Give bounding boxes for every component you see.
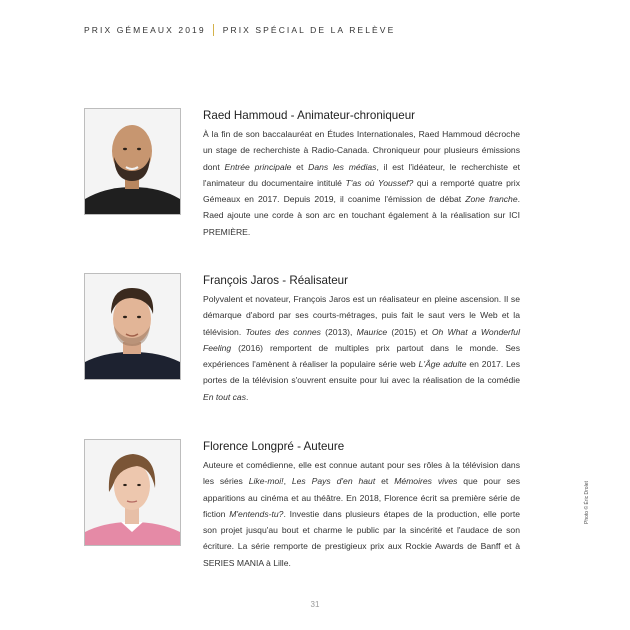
portrait-raed [85,109,180,214]
portrait-photo [84,108,181,215]
portrait-photo [84,273,181,380]
work-title: Dans les médias [308,161,377,172]
work-title: Entrée principale [224,161,292,172]
laureate-bio [203,126,520,240]
header-separator [213,24,214,36]
laureate-bio [203,291,520,405]
portrait-florence [85,440,180,545]
work-title: Like-moi! [248,476,284,487]
bio-text: qui a remporté quatre prix Gémeaux en 2017. Depuis 2019, il coanime l'émission de débat [203,177,520,205]
work-title: T'as où Youssef? [345,177,414,188]
work-title: Mémoires vives [394,476,458,487]
bio-text: et [291,161,309,172]
laureate-bio [203,457,520,571]
laureate-name: Florence Longpré - Auteure [203,440,345,453]
bio-text: en 2017. Les portes de la télévision s'ouvrent ensuite pour lui avec la réalisation de la comédie [203,359,521,386]
bio-text: que pour ses apparitions au cinéma et au théâtre. En 2018, Florence écrit sa première série de fiction [203,476,521,519]
header-category: PRIX SPÉCIAL DE LA RELÈVE [222,25,396,35]
work-title: Les Pays d'en haut [291,476,376,487]
work-title: Maurice [356,326,388,337]
bio-text: (2016) remportent de multiples prix partout dans le monde. Ses expériences l'amènent à réaliser la populaire série web [203,342,520,370]
bio-text: et [375,476,395,487]
work-title: Oh What a Wonderful Feeling [203,326,520,353]
work-title: En tout cas [203,391,246,402]
bio-text: Polyvalent et novateur, François Jaros est un réalisateur en pleine ascension. Il se démarque d'abord par ses courts-métrages, puis fait le saut vers le Web et la télévision. [203,294,520,337]
page-header [84,24,395,36]
bio-text: . Raed ajoute une corde à son arc en touchant également à la réalisation sur ICI PREMIÈRE. [203,194,521,237]
photo-credit: Photo © Éric Drolet [584,481,590,524]
bio-text: . Investie dans plusieurs étapes de la production, elle porte son projet jusqu'au bout et charme le public par la sincérité et l'audace de son écriture. La série remporte de prestigieux prix aux Rockie Awards de Banff et à SERIES MANIA à Lille. [203,508,520,568]
work-title: Zone franche [465,194,518,205]
bio-text: Auteure et comédienne, elle est connue autant pour ses rôles à la télévision dans les séries [203,460,520,487]
portrait-francois [85,274,180,379]
portrait-photo [84,439,181,546]
work-title: Toutes des connes [245,326,321,337]
page-number: 31 [310,600,320,609]
laureate-name: Raed Hammoud - Animateur-chroniqueur [203,109,416,122]
bio-text: , [283,476,292,487]
work-title: M'entends-tu? [229,508,284,519]
work-title: L'Âge adulte [418,359,467,370]
bio-text: (2015) et [387,326,432,337]
bio-text: . [246,391,249,402]
laureate-name: François Jaros - Réalisateur [203,274,348,287]
bio-text: (2013), [320,326,357,337]
header-event: PRIX GÉMEAUX 2019 [84,25,206,35]
bio-text: À la fin de son baccalauréat en Études Internationales, Raed Hammoud décroche un stage de recherchiste à Radio-Canada. Chroniqueur pour plusieurs émissions dont [203,129,520,172]
bio-text: , il est l'idéateur, le recherchiste et l'animateur du documentaire intitulé [203,161,520,188]
